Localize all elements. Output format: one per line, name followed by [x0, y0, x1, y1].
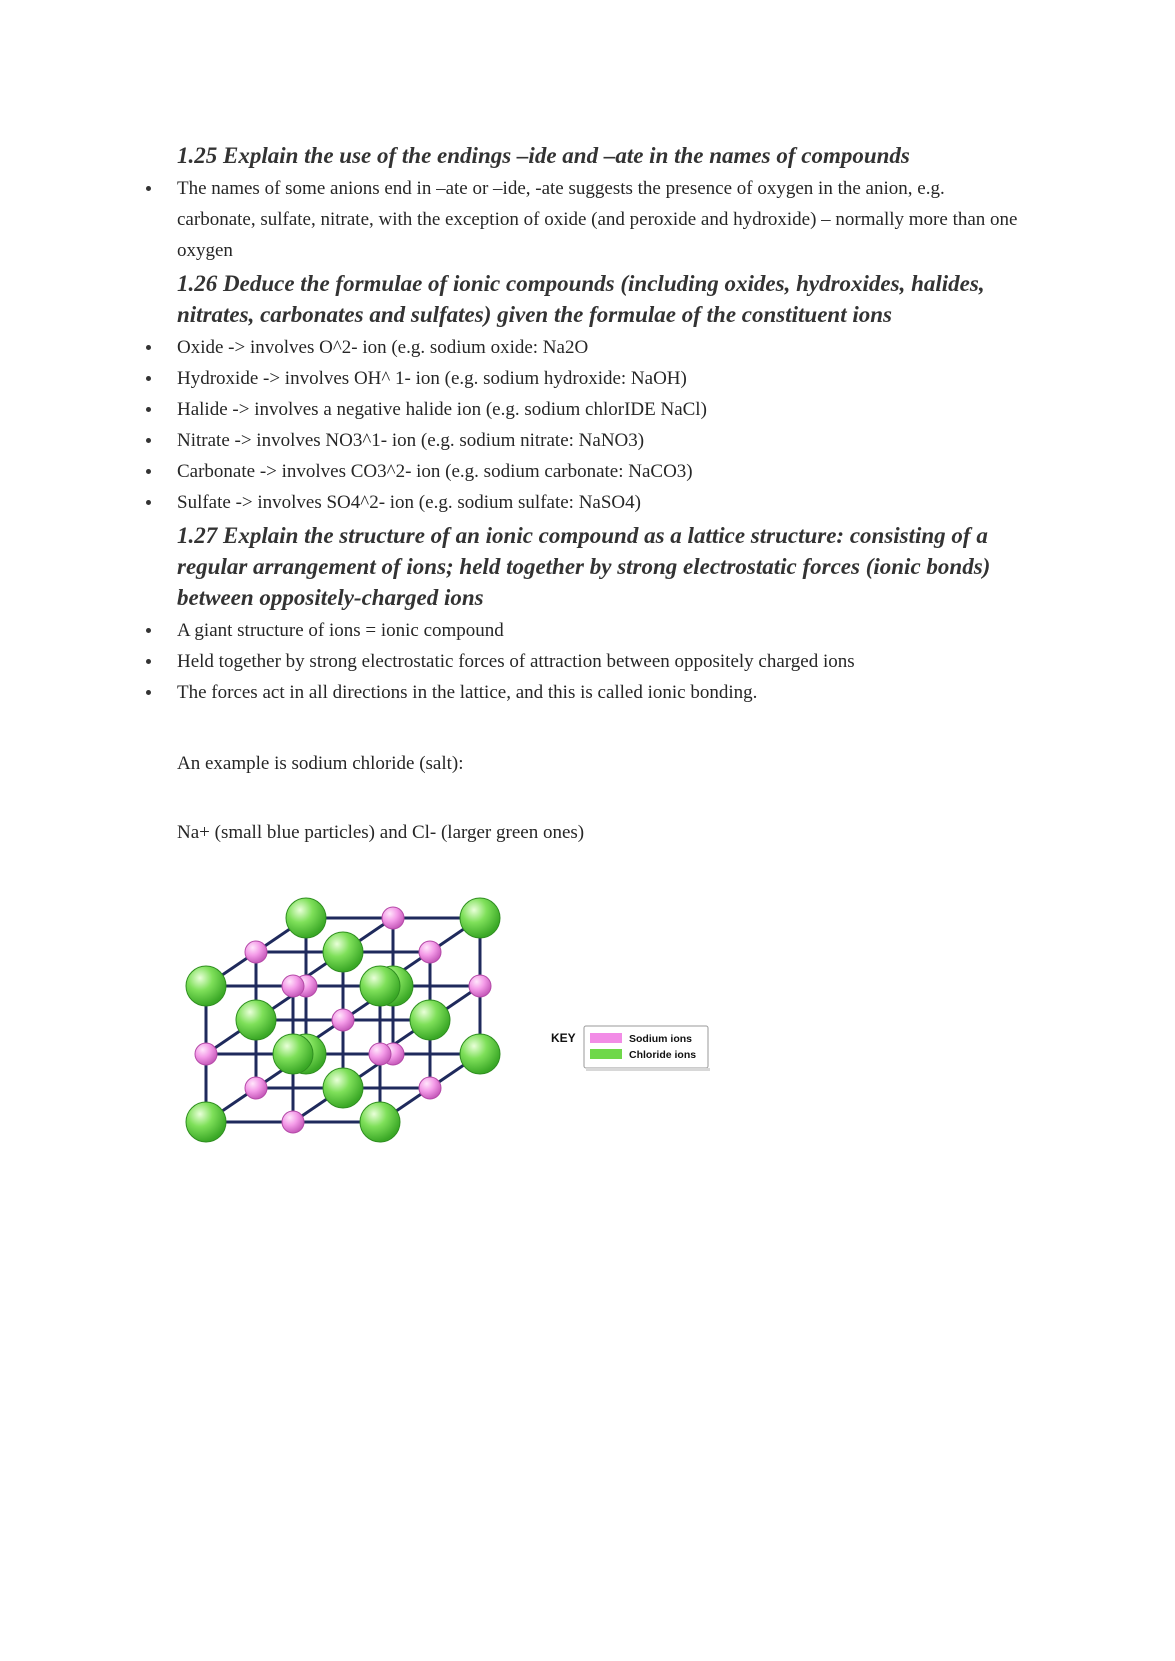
- sodium-ion: [369, 1043, 391, 1065]
- sodium-ion: [195, 1043, 217, 1065]
- example-text: An example is sodium chloride (salt):: [177, 753, 464, 774]
- legend-swatch-chloride: [590, 1049, 622, 1059]
- nacl-lattice-diagram: [180, 892, 720, 1182]
- list-item: The names of some anions end in –ate or –ide, -ate suggests the presence of oxygen in the anion, e.g. carbonate, sulfate, nitrate, with the exception of oxide (and peroxide and hydroxide) – normally more than one oxygen: [143, 173, 1023, 266]
- chloride-ion: [323, 932, 363, 972]
- list-1-25: [143, 173, 1023, 266]
- list-item: Sulfate -> involves SO4^2- ion (e.g. sodium sulfate: NaSO4): [143, 487, 1023, 518]
- list-item: Held together by strong electrostatic forces of attraction between oppositely charged ions: [143, 646, 1023, 677]
- sodium-ion: [282, 1111, 304, 1133]
- chloride-ion: [186, 966, 226, 1006]
- chloride-ion: [186, 1102, 226, 1142]
- list-item: A giant structure of ions = ionic compound: [143, 615, 1023, 646]
- list-item: Carbonate -> involves CO3^2- ion (e.g. sodium carbonate: NaCO3): [143, 456, 1023, 487]
- sodium-ion: [419, 1077, 441, 1099]
- list-item: Oxide -> involves O^2- ion (e.g. sodium oxide: Na2O: [143, 332, 1023, 363]
- key-label: KEY: [551, 1031, 576, 1045]
- heading-1-25: 1.25 Explain the use of the endings –ide and –ate in the names of compounds: [177, 143, 910, 168]
- legend-shadow: [586, 1068, 710, 1071]
- sodium-ion: [469, 975, 491, 997]
- list-item: Nitrate -> involves NO3^1- ion (e.g. sodium nitrate: NaNO3): [143, 425, 1023, 456]
- legend: [551, 1026, 710, 1071]
- sodium-ion: [382, 907, 404, 929]
- list-item: Hydroxide -> involves OH^ 1- ion (e.g. sodium hydroxide: NaOH): [143, 363, 1023, 394]
- chloride-ion: [360, 1102, 400, 1142]
- heading-1-27: 1.27 Explain the structure of an ionic compound as a lattice structure: consisting of a regular arrangement of ions; held together by strong electrostatic forces (ionic bonds) between oppositely-charged ions: [177, 523, 991, 610]
- sodium-ion: [419, 941, 441, 963]
- sodium-ion: [282, 975, 304, 997]
- list-item: The forces act in all directions in the lattice, and this is called ionic bonding.: [143, 677, 1023, 708]
- document-body: [143, 140, 1023, 848]
- chloride-ion: [460, 898, 500, 938]
- chloride-ion: [236, 1000, 276, 1040]
- sodium-ion: [332, 1009, 354, 1031]
- chloride-ion: [273, 1034, 313, 1074]
- chloride-ion: [460, 1034, 500, 1074]
- chloride-ion: [360, 966, 400, 1006]
- legend-swatch-sodium: [590, 1033, 622, 1043]
- chloride-ion: [286, 898, 326, 938]
- list-item: Halide -> involves a negative halide ion (e.g. sodium chlorIDE NaCl): [143, 394, 1023, 425]
- particles-text: Na+ (small blue particles) and Cl- (larger green ones): [177, 822, 585, 843]
- legend-label-chloride: Chloride ions: [629, 1049, 697, 1061]
- sodium-ion: [245, 941, 267, 963]
- sodium-ion: [245, 1077, 267, 1099]
- lattice-ions: [186, 898, 500, 1142]
- chloride-ion: [410, 1000, 450, 1040]
- chloride-ion: [323, 1068, 363, 1108]
- heading-1-26: 1.26 Deduce the formulae of ionic compounds (including oxides, hydroxides, halides, nitrates, carbonates and sulfates) given the formulae of the constituent ions: [177, 271, 985, 327]
- list-1-27: [143, 615, 1023, 708]
- legend-label-sodium: Sodium ions: [629, 1033, 692, 1045]
- list-1-26: [143, 332, 1023, 518]
